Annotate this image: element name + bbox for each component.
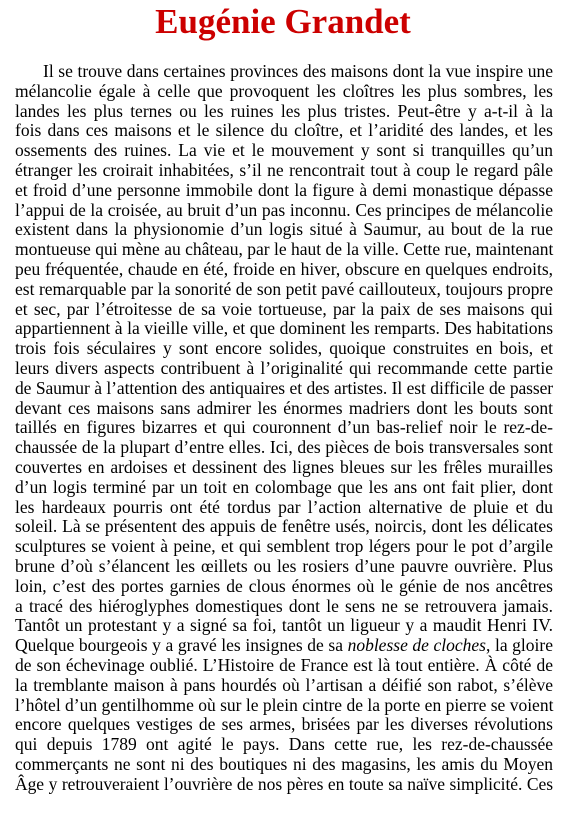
text-segment: brune d’où s’élancent les œillets ou les rosiers d’une pauvre ouvrière. Plus [15, 555, 553, 576]
text-line [15, 82, 553, 102]
text-line [15, 498, 553, 518]
text-segment: existent dans la physionomie d’un logis situé à Saumur, au bout de la rue [15, 219, 553, 240]
text-segment: et sec, par l’étroitesse de sa voie tortueuse, par la paix de ses maisons qui [15, 298, 553, 319]
text-line [15, 517, 553, 537]
text-segment: les hardeaux pourris ont été tordus par l’action alternative de pluie et du [15, 496, 553, 517]
text-line [15, 735, 553, 755]
text-line [15, 597, 553, 617]
text-line [15, 121, 553, 141]
text-line [15, 339, 553, 359]
text-segment: de son échevinage oublié. L’Histoire de France est là tout entière. À côté de [15, 654, 553, 675]
text-segment: peu fréquentée, chaude en été, froide en hiver, obscure en quelques endroits, [15, 258, 553, 279]
text-segment: l’appui de la croisée, au bruit d’un pas inconnu. Ces principes de mélancolie [15, 199, 553, 220]
text-line [15, 102, 553, 122]
text-line [15, 319, 553, 339]
text-line [15, 220, 553, 240]
text-line [15, 656, 553, 676]
text-line [15, 696, 553, 716]
text-segment: chaussée de la plupart d’entre elles. Ici, des pièces de bois transversales sont [15, 437, 553, 458]
text-segment: appartiennent à la vieille ville, et que dominent les remparts. Des habitations [15, 318, 553, 339]
text-line [15, 260, 553, 280]
text-segment: sculptures se voient à peine, et qui semblent trop légers pour le pot d’argile [15, 536, 553, 557]
text-segment: loin, c’est des portes garnies de clous énormes où le génie de nos ancêtres [15, 575, 553, 596]
text-line [15, 379, 553, 399]
text-line [15, 458, 553, 478]
text-segment: Quelque bourgeois y a gravé les insignes de sa [15, 635, 348, 656]
text-line [15, 359, 553, 379]
text-segment: l’hôtel d’un gentilhomme où sur le plein cintre de la porte en pierre se voient [15, 694, 554, 715]
text-segment: commerçants ne sont ni des boutiques ni des magasins, les amis du Moyen [15, 753, 553, 774]
text-line [15, 240, 553, 260]
text-segment: devant ces maisons sans admirer les énormes madriers dont les bouts sont [15, 397, 553, 418]
text-segment: de Saumur à l’attention des antiquaires et des artistes. Il est difficile de passer [15, 377, 553, 398]
text-segment: trois fois séculaires y sont encore solides, quoique construites en bois, et [15, 338, 553, 359]
text-line [15, 181, 553, 201]
text-line [15, 577, 553, 597]
text-line [15, 478, 553, 498]
text-line [15, 755, 553, 775]
text-segment: encore quelques vestiges de ses armes, brisées par les diverses révolutions [15, 714, 553, 735]
document-title: Eugénie Grandet [155, 2, 411, 41]
text-segment: fois dans ces maisons et le silence du cloître, et l’aridité des landes, et les [15, 120, 553, 141]
text-line [15, 141, 553, 161]
body-paragraph [15, 62, 553, 794]
text-segment: landes les plus ternes ou les ruines les plus tristes. Peut-être y a-t-il à la [15, 100, 553, 121]
text-line [15, 300, 553, 320]
text-line [15, 775, 553, 795]
text-segment: Il se trouve dans certaines provinces des maisons dont la vue inspire une [43, 61, 553, 81]
text-segment: a tracé des hiéroglyphes domestiques dont le sens ne se retrouvera jamais. [15, 595, 553, 616]
text-line [15, 62, 553, 82]
text-segment: couvertes en ardoises et dessinent des lignes bleues sur les frêles murailles [15, 456, 553, 477]
text-segment: leurs divers aspects contribuent à l’originalité qui recommande cette partie [15, 357, 553, 378]
text-segment: est remarquable par la sonorité de son petit pavé caillouteux, toujours propre [15, 278, 553, 299]
text-line [15, 161, 553, 181]
text-line [15, 438, 553, 458]
text-line [15, 201, 553, 221]
text-line [15, 676, 553, 696]
text-segment: d’un logis terminé par un toit en colombage que les ans ont fait plier, dont [15, 476, 553, 497]
text-segment: étranger les croirait inhabitées, s’il ne rencontrait tout à coup le regard pâle [15, 159, 553, 180]
text-line [15, 399, 553, 419]
text-line [15, 537, 553, 557]
text-line [15, 636, 553, 656]
text-line [15, 616, 553, 636]
text-segment: qui depuis 1789 ont agité le pays. Dans cette rue, les rez-de-chaussée [15, 734, 553, 755]
text-segment: taillés en figures bizarres et qui couronnent d’un bas-relief noir le rez-de- [15, 417, 553, 438]
text-segment: ossements des ruines. La vie et le mouvement y sont si tranquilles qu’un [15, 140, 553, 161]
italic-phrase: noblesse de cloches [347, 635, 486, 656]
text-line [15, 715, 553, 735]
text-line [15, 418, 553, 438]
text-segment: Tantôt un protestant y a signé sa foi, tantôt un ligueur y a maudit Henri IV. [15, 615, 553, 636]
text-segment: Âge y retrouveraient l’ouvrière de nos pères en toute sa naïve simplicité. Ces [15, 773, 553, 794]
text-segment: soleil. Là se présentent des appuis de fenêtre usés, noircis, dont les délicates [15, 516, 553, 537]
text-line [15, 280, 553, 300]
text-segment: et froid d’une personne immobile dont la figure à demi monastique dépasse [15, 179, 553, 200]
text-line [15, 557, 553, 577]
text-segment: montueuse qui mène au château, par le haut de la ville. Cette rue, maintenant [15, 239, 554, 260]
text-segment: mélancolie égale à celle que provoquent les cloîtres les plus sombres, les [15, 80, 553, 101]
text-segment: la tremblante maison à pans hourdés où l’artisan a déifié son rabot, s’élève [15, 674, 553, 695]
text-segment: , la gloire [486, 635, 553, 656]
